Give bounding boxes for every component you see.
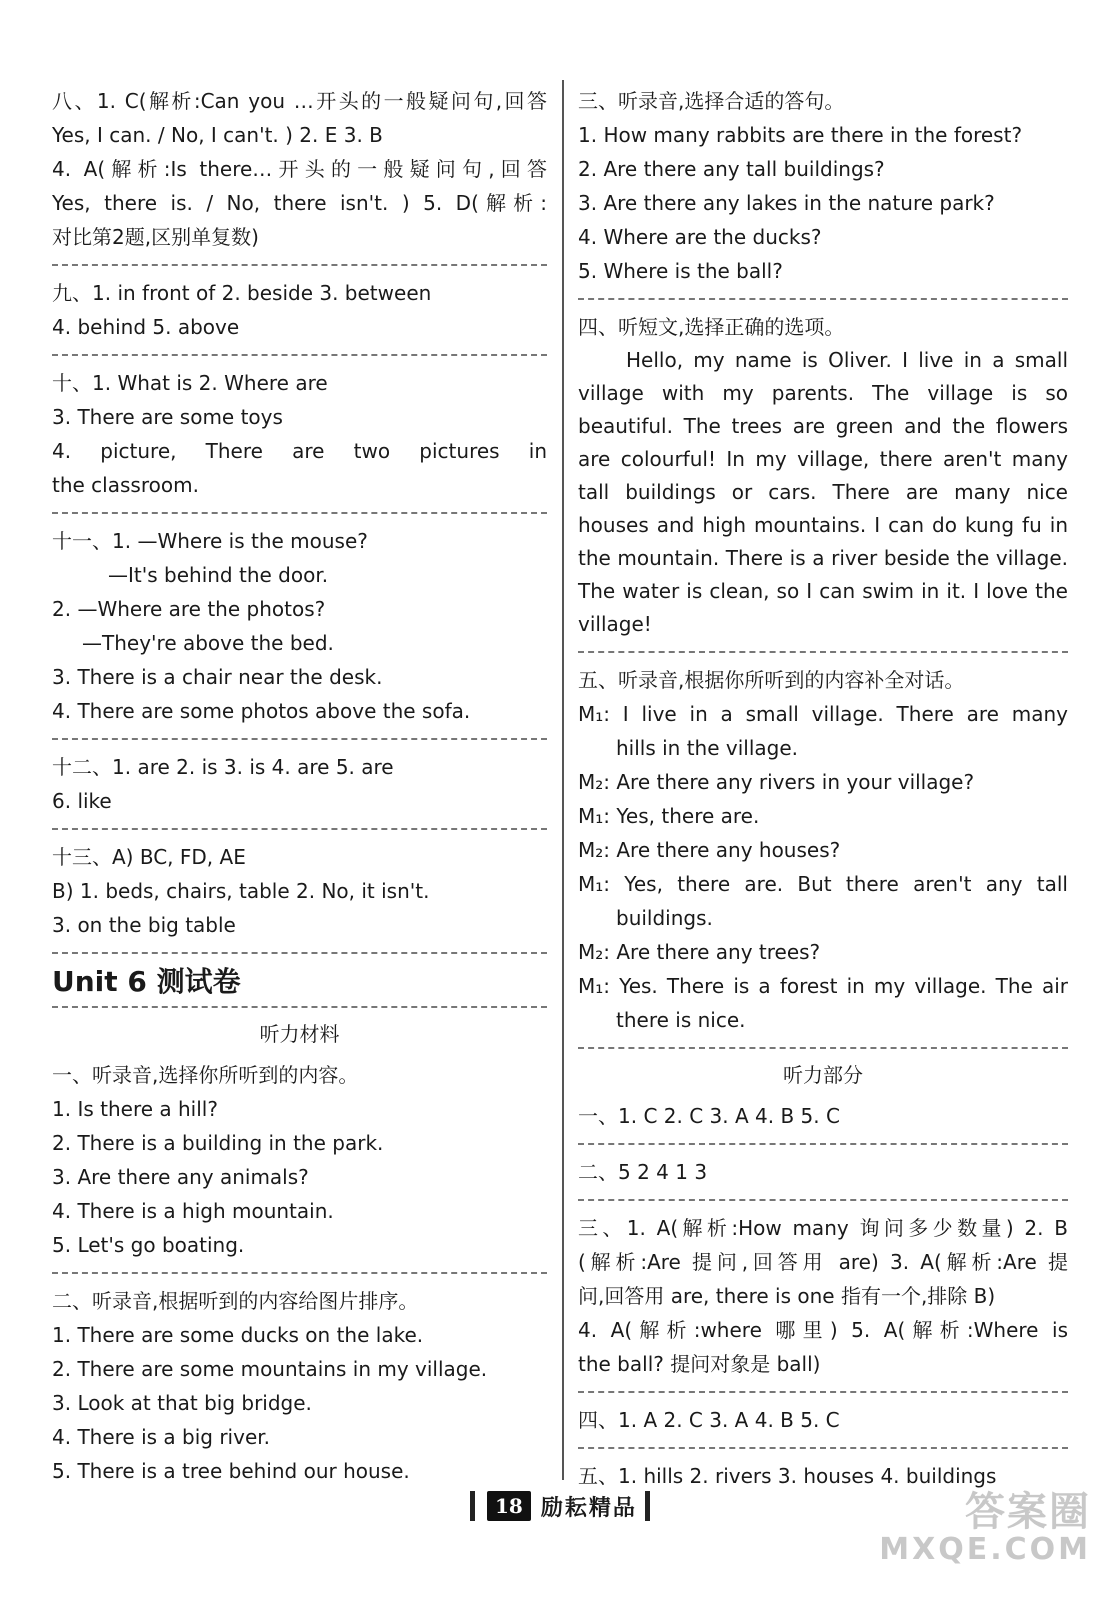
s11-line-3: 2. —Where are the photos?	[52, 597, 326, 621]
dashed-divider	[52, 1272, 547, 1274]
m3-line-2: 1. How many rabbits are there in the forest?	[578, 123, 1023, 147]
s13-line-1: 十三、A) BC, FD, AE	[52, 845, 246, 869]
m5-line-9: M₁: Yes. There is a forest in my village. The air	[578, 974, 1068, 998]
watermark-logo	[879, 1490, 1091, 1566]
s11-line-1: 十一、1. —Where is the mouse?	[52, 529, 368, 553]
m2-line-4: 3. Look at that big bridge.	[52, 1391, 312, 1415]
m3-line-5: 4. Where are the ducks?	[578, 225, 822, 249]
m2-line-3: 2. There are some mountains in my village.	[52, 1357, 488, 1381]
footer-bar-right	[645, 1491, 650, 1521]
section-12	[52, 746, 547, 826]
m1-line-5: 4. There is a high mountain.	[52, 1199, 334, 1223]
dashed-divider	[52, 512, 547, 514]
page-number: 18	[487, 1491, 531, 1521]
m5-line-4: M₁: Yes, there are.	[578, 804, 760, 828]
answer-1	[578, 1095, 1068, 1141]
dashed-divider	[52, 354, 547, 356]
m2-line-1: 二、听录音,根据听到的内容给图片排序。	[52, 1289, 419, 1313]
m5-line-1: M₁: I live in a small village. There are many	[578, 702, 1068, 726]
m1-line-2: 1. Is there a hill?	[52, 1097, 218, 1121]
answer-3	[578, 1207, 1068, 1389]
section-10	[52, 362, 547, 510]
dashed-divider	[52, 738, 547, 740]
unit-title: Unit 6 测试卷	[52, 965, 241, 998]
s10-line-4: the classroom.	[52, 473, 199, 497]
dashed-divider	[52, 264, 547, 266]
m2-line-5: 4. There is a big river.	[52, 1425, 270, 1449]
s9-line-1: 九、1. in front of 2. beside 3. between	[52, 281, 432, 305]
m5-line-10: there is nice.	[616, 1008, 746, 1032]
m5-line-6: M₁: Yes, there are. But there aren't any tall	[578, 872, 1068, 896]
s8-line-5: 对比第2题,区别单复数)	[52, 225, 259, 249]
footer-bar-left	[470, 1491, 475, 1521]
s8-line-3: 4. A(解析:Is there…开头的一般疑问句,回答	[52, 157, 547, 181]
s13-line-2: B) 1. beds, chairs, table 2. No, it isn't.	[52, 879, 430, 903]
right-column	[578, 80, 1068, 1501]
watermark-line-1: 答案圈	[965, 1489, 1091, 1535]
s11-line-6: 4. There are some photos above the sofa.	[52, 699, 471, 723]
material-section-5	[578, 659, 1068, 1045]
a3-line-4: 4. A(解析:where 哪里) 5. A(解析:Where is	[578, 1318, 1068, 1342]
m1-line-1: 一、听录音,选择你所听到的内容。	[52, 1063, 359, 1087]
dashed-divider	[578, 1047, 1068, 1049]
m3-line-3: 2. Are there any tall buildings?	[578, 157, 885, 181]
m1-line-3: 2. There is a building in the park.	[52, 1131, 384, 1155]
section-11	[52, 520, 547, 736]
watermark-line-2: MXQE.COM	[879, 1532, 1091, 1567]
s8-line-1: 八、1. C(解析:Can you …开头的一般疑问句,回答	[52, 89, 547, 113]
material-section-3	[578, 80, 1068, 296]
m1-line-4: 3. Are there any animals?	[52, 1165, 309, 1189]
m5-line-7: buildings.	[616, 906, 713, 930]
material-section-1	[52, 1054, 547, 1270]
dashed-divider	[578, 1199, 1068, 1201]
left-column	[52, 80, 547, 1496]
a3-line-2: (解析:Are 提问,回答用 are) 3. A(解析:Are 提	[578, 1250, 1068, 1274]
dashed-divider	[578, 1143, 1068, 1145]
material-section-4	[578, 306, 1068, 649]
answer-2	[578, 1151, 1068, 1197]
dashed-divider	[52, 952, 547, 954]
passage	[578, 344, 1068, 641]
m2-line-6: 5. There is a tree behind our house.	[52, 1459, 410, 1483]
m3-line-6: 5. Where is the ball?	[578, 259, 783, 283]
answer-title: 听力部分	[783, 1063, 863, 1087]
material-title: 听力材料	[259, 1022, 340, 1046]
m5-line-2: hills in the village.	[616, 736, 799, 760]
section-8	[52, 80, 547, 262]
s8-line-4: Yes, there is. / No, there isn't. ) 5. D(解析:	[52, 191, 547, 215]
a3-line-3: 问,回答用 are, there is one 指有一个,排除 B)	[578, 1284, 996, 1308]
m2-line-2: 1. There are some ducks on the lake.	[52, 1323, 424, 1347]
s12-line-1: 十二、1. are 2. is 3. is 4. are 5. are	[52, 755, 394, 779]
s9-line-2: 4. behind 5. above	[52, 315, 240, 339]
column-divider	[562, 80, 564, 1480]
s13-line-3: 3. on the big table	[52, 913, 236, 937]
a1-line: 一、1. C 2. C 3. A 4. B 5. C	[578, 1104, 840, 1128]
dashed-divider	[578, 1391, 1068, 1393]
dashed-divider	[52, 1006, 547, 1008]
m1-line-6: 5. Let's go boating.	[52, 1233, 245, 1257]
s10-line-1: 十、1. What is 2. Where are	[52, 371, 328, 395]
a3-line-1: 三、1. A(解析:How many 询问多少数量) 2. B	[578, 1216, 1068, 1240]
m5-line-3: M₂: Are there any rivers in your village?	[578, 770, 975, 794]
s10-line-3: 4. picture, There are two pictures in	[52, 439, 547, 463]
dashed-divider	[578, 1447, 1068, 1449]
dashed-divider	[52, 828, 547, 830]
m5-line-8: M₂: Are there any trees?	[578, 940, 821, 964]
dashed-divider	[578, 298, 1068, 300]
m3-line-1: 三、听录音,选择合适的答句。	[578, 89, 845, 113]
section-9	[52, 272, 547, 352]
s11-line-5: 3. There is a chair near the desk.	[52, 665, 383, 689]
dashed-divider	[578, 651, 1068, 653]
brand-name: 励耘精品	[540, 1495, 637, 1521]
m4-title: 四、听短文,选择正确的选项。	[578, 315, 845, 339]
s11-line-4: —They're above the bed.	[82, 631, 334, 655]
material-section-2	[52, 1280, 547, 1496]
s8-line-2: Yes, I can. / No, I can't. ) 2. E 3. B	[52, 123, 383, 147]
passage-text: Hello, my name is Oliver. I live in a small village with my parents. The village is so beautiful. The trees are green and the flowers are colourful! In my village, there aren't many tall buildings or cars. There are many nice houses and high mountains. I can do kung fu in the mountain. There is a river beside the village. The water is clean, so I can swim in it. I love the village!	[578, 348, 1068, 636]
s10-line-2: 3. There are some toys	[52, 405, 283, 429]
a2-line: 二、5 2 4 1 3	[578, 1160, 708, 1184]
s12-line-2: 6. like	[52, 789, 112, 813]
section-13	[52, 836, 547, 950]
m5-title: 五、听录音,根据你所听到的内容补全对话。	[578, 668, 965, 692]
s11-line-2: —It's behind the door.	[108, 563, 329, 587]
a4-line: 四、1. A 2. C 3. A 4. B 5. C	[578, 1408, 840, 1432]
page-footer	[470, 1486, 670, 1526]
answer-4	[578, 1399, 1068, 1445]
a5-line: 五、1. hills 2. rivers 3. houses 4. buildings	[578, 1464, 997, 1488]
a3-line-5: the ball? 提问对象是 ball)	[578, 1352, 821, 1376]
m3-line-4: 3. Are there any lakes in the nature park?	[578, 191, 995, 215]
m5-line-5: M₂: Are there any houses?	[578, 838, 841, 862]
